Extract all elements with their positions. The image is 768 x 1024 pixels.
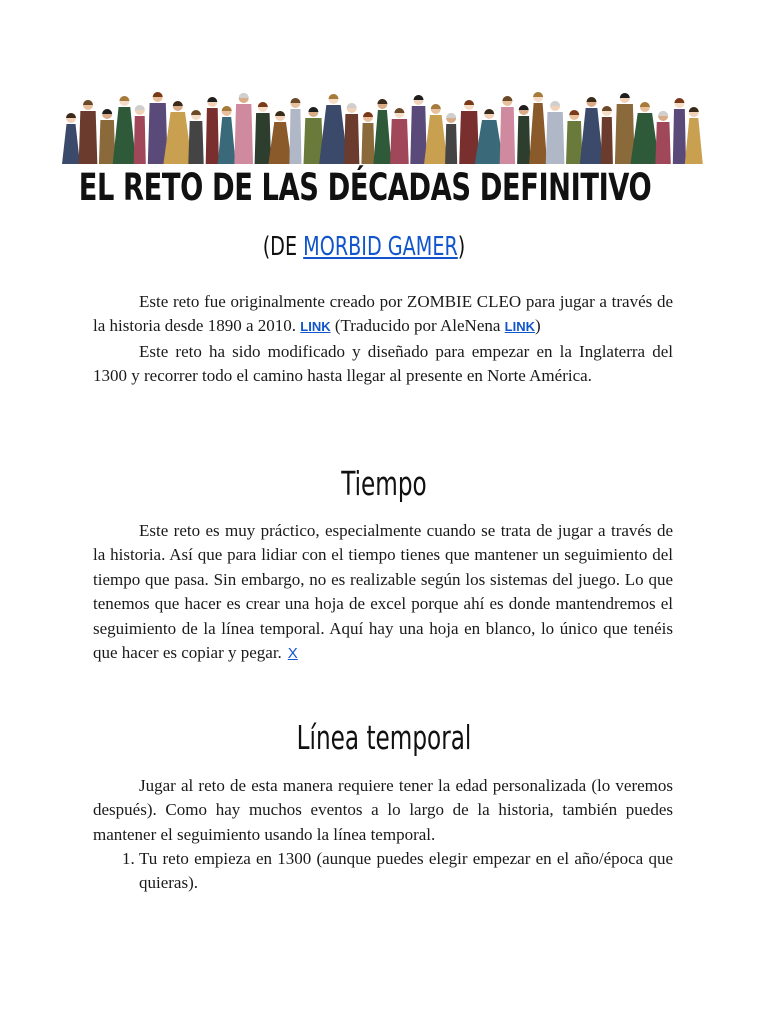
figure xyxy=(163,101,192,164)
figure xyxy=(361,112,374,164)
spreadsheet-link[interactable]: X xyxy=(287,645,298,663)
figure xyxy=(255,102,272,164)
header-banner-image xyxy=(62,86,704,164)
figure xyxy=(475,109,504,164)
intro-paragraph-1: Este reto fue originalmente creado por ZOMBIE CLEO para jugar a través de la historia desde 1890 a 2010. LINK (Traducido por AleNena LINK) xyxy=(93,292,673,336)
figure xyxy=(580,97,603,164)
intro-section xyxy=(93,290,673,389)
figure xyxy=(566,110,583,164)
figure xyxy=(631,102,660,164)
document-subtitle xyxy=(66,232,663,262)
figure xyxy=(62,113,80,164)
section-heading-linea-temporal: Línea temporal xyxy=(296,718,472,757)
figure xyxy=(546,101,565,164)
figure xyxy=(188,110,203,164)
figure xyxy=(79,100,98,164)
document-title: EL RETO DE LAS DÉCADAS DEFINITIVO xyxy=(78,166,652,209)
timeline-list xyxy=(93,847,673,896)
tiempo-section xyxy=(93,519,673,666)
figure xyxy=(601,106,613,164)
figure xyxy=(500,96,515,164)
figure xyxy=(373,99,391,164)
intro-paragraph-2: Este reto ha sido modificado y diseñado para empezar en la Inglaterra del 1300 y recorrer todo el camino hasta llegar al presente en Norte América. xyxy=(93,341,673,386)
figure xyxy=(459,100,479,164)
original-challenge-link[interactable]: LINK xyxy=(300,319,331,335)
figure xyxy=(529,92,547,164)
figure xyxy=(234,93,253,164)
figure xyxy=(289,98,301,164)
figure xyxy=(615,93,635,164)
figure xyxy=(319,94,348,164)
subtitle-open: (DE xyxy=(262,232,304,262)
figure xyxy=(390,108,409,164)
figure xyxy=(218,106,236,164)
subtitle-close: ) xyxy=(457,232,466,262)
linea-temporal-paragraph: Jugar al reto de esta manera requiere tener la edad personalizada (lo veremos después). Como hay muchos eventos a lo largo de la historia, también puedes mantener el seguimiento usando la línea temporal. xyxy=(93,776,673,844)
linea-temporal-section xyxy=(93,774,673,847)
figure xyxy=(655,111,670,164)
figure xyxy=(268,111,291,164)
figure xyxy=(134,105,146,164)
figure xyxy=(517,105,530,164)
author-link[interactable]: MORBID GAMER xyxy=(303,232,458,262)
figure xyxy=(673,98,686,164)
list-item: 1. Tu reto empieza en 1300 (aunque puedes elegir empezar en el año/época que quieras). xyxy=(139,847,673,896)
tiempo-paragraph: Este reto es muy práctico, especialmente cuando se trata de jugar a través de la historia. Así que para lidiar con el tiempo tienes que mantener un seguimiento del tiempo que pasa. Sin embargo, no es realizable según los sistemas del juego. Lo que tenemos que hacer es crear una hoja de excel porque ahí es donde mantendremos el seguimiento de la línea temporal. Aquí hay una hoja en blanco, lo único que tenéis que hacer es copiar y pegar. X xyxy=(93,521,673,663)
figure xyxy=(424,104,447,164)
figure xyxy=(148,92,168,164)
figure xyxy=(685,107,703,164)
figure xyxy=(344,103,359,164)
figure xyxy=(445,113,457,164)
figure xyxy=(206,97,219,164)
figure xyxy=(99,109,116,164)
translation-link[interactable]: LINK xyxy=(504,319,536,335)
figure xyxy=(410,95,427,164)
historical-figures-illustration xyxy=(62,86,704,164)
figure xyxy=(113,96,136,164)
section-heading-tiempo: Tiempo xyxy=(341,464,427,503)
